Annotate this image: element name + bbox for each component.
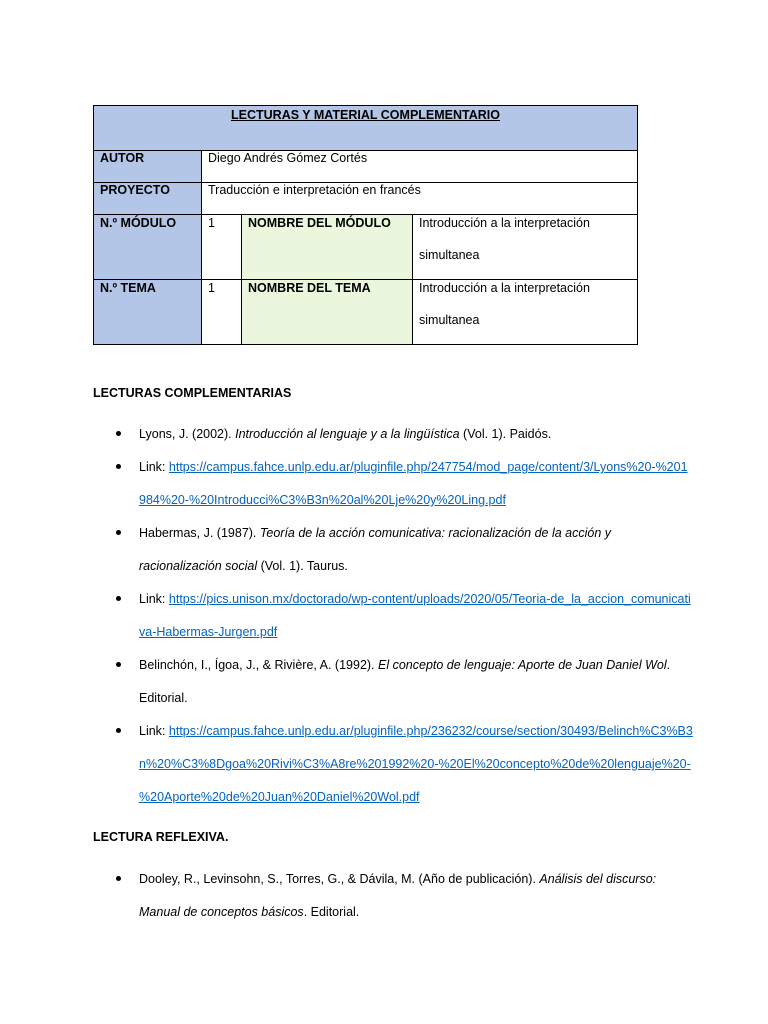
modulo-name-label: NOMBRE DEL MÓDULO: [242, 215, 413, 280]
tema-name-value: [413, 280, 638, 345]
list-item: [93, 863, 693, 929]
ref-authors: Belinchón, I., Ígoa, J., & Rivière, A. (1992).: [139, 658, 379, 672]
tema-number-label: N.º TEMA: [94, 280, 202, 345]
modulo-number-value: 1: [202, 215, 242, 280]
ref-title: El concepto de lenguaje: Aporte de Juan Daniel Wol: [378, 658, 667, 672]
link-label: Link:: [139, 592, 169, 606]
ref-title: Análisis del discurso: Manual de conceptos básicos: [139, 872, 657, 919]
list-item: [93, 583, 693, 649]
modulo-name-text: Introducción a la interpretación simultanea: [419, 216, 590, 262]
modulo-name-value: [413, 215, 638, 280]
reflexiva-heading: LECTURA REFLEXIVA.: [93, 830, 229, 844]
list-item: [93, 517, 693, 583]
ref-authors: Dooley, R., Levinsohn, S., Torres, G., & Dávila, M. (Año de publicación).: [139, 872, 540, 886]
complementarias-heading: LECTURAS COMPLEMENTARIAS: [93, 386, 292, 400]
ref-title: Teoría de la acción comunicativa: racionalización de la acción y racionalización social: [139, 526, 612, 573]
info-table: [93, 105, 638, 345]
ref-publisher: . Editorial.: [303, 905, 360, 919]
tema-name-label: NOMBRE DEL TEMA: [242, 280, 413, 345]
ref-publisher: . Editorial.: [139, 658, 671, 705]
list-item: [93, 418, 693, 451]
tema-name-text: Introducción a la interpretación simultanea: [419, 281, 590, 327]
proyecto-label: PROYECTO: [94, 183, 202, 215]
reflexiva-list: [93, 863, 693, 929]
proyecto-value: Traducción e interpretación en francés: [202, 183, 638, 215]
list-item: [93, 649, 693, 715]
autor-value: Diego Andrés Gómez Cortés: [202, 151, 638, 183]
habermas-link[interactable]: https://pics.unison.mx/doctorado/wp-content/uploads/2020/05/Teoria-de_la_accion_comunicativa-Habermas-Jurgen.pdf: [139, 592, 691, 639]
ref-authors: Habermas, J. (1987).: [139, 526, 260, 540]
list-item: [93, 715, 693, 814]
autor-label: AUTOR: [94, 151, 202, 183]
link-label: Link:: [139, 460, 169, 474]
modulo-number-label: N.º MÓDULO: [94, 215, 202, 280]
tema-number-value: 1: [202, 280, 242, 345]
ref-title: Introducción al lenguaje y a la lingüística: [235, 427, 460, 441]
complementarias-list: [93, 418, 693, 814]
ref-authors: Lyons, J. (2002).: [139, 427, 236, 441]
lyons-link[interactable]: https://campus.fahce.unlp.edu.ar/pluginfile.php/247754/mod_page/content/3/Lyons%20-%201984%20-%20Introducci%C3%B3n%20al%20Lje%20y%20Ling.pdf: [139, 460, 688, 507]
link-label: Link:: [139, 724, 169, 738]
table-title-cell: [94, 106, 638, 151]
list-item: [93, 451, 693, 517]
table-title: LECTURAS Y MATERIAL COMPLEMENTARIO: [231, 108, 500, 122]
ref-publisher: (Vol. 1). Taurus.: [257, 559, 348, 573]
ref-publisher: (Vol. 1). Paidós.: [459, 427, 552, 441]
belinchon-link[interactable]: https://campus.fahce.unlp.edu.ar/pluginfile.php/236232/course/section/30493/Belinch%C3%B3n%20%C3%8Dgoa%20Rivi%C3%A8re%201992%20-%20El%20concepto%20de%20lenguaje%20-%20Aporte%20de%20Juan%20Daniel%20Wol.pdf: [139, 724, 693, 804]
